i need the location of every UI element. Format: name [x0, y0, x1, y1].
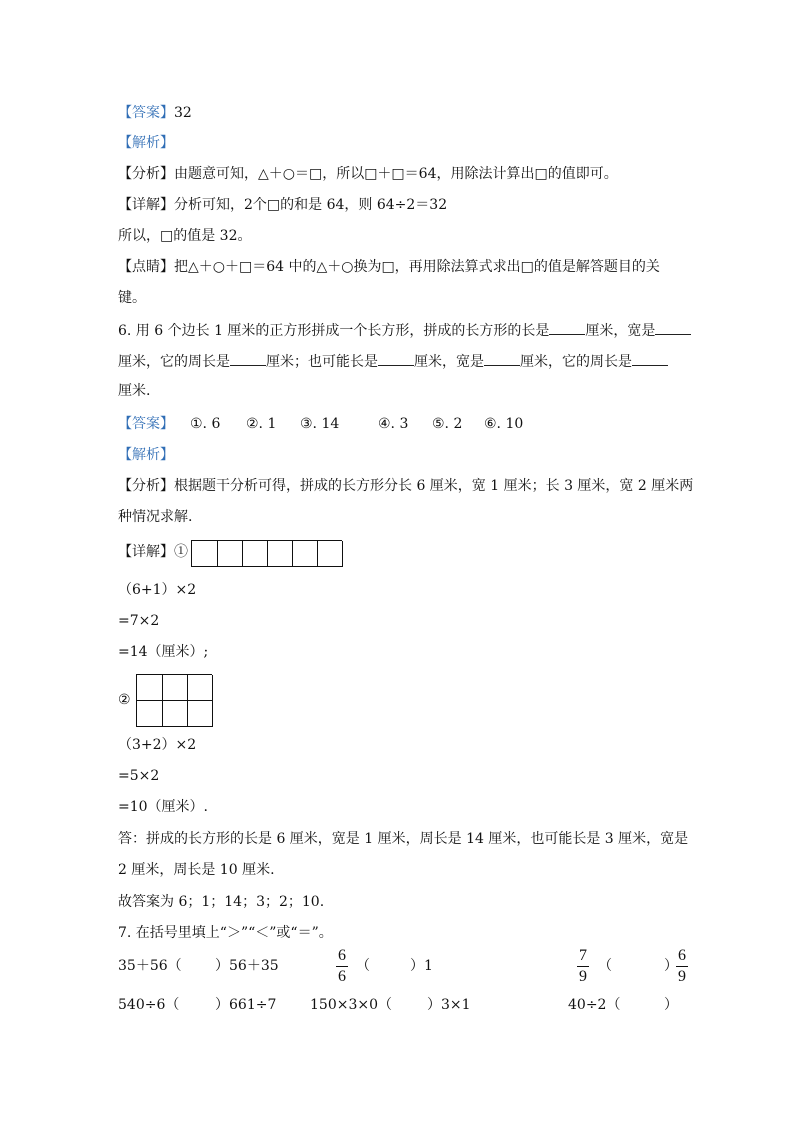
reply-line1: 答：拼成的长方形的长是 6 厘米，宽是 1 厘米，周长是 14 厘米，也可能长是 3 厘米，宽是 — [118, 831, 689, 847]
q6-text: 厘米，它的周长是 — [118, 354, 230, 370]
numerator: 6 — [338, 947, 346, 964]
q7-r1-c: （ — [356, 958, 370, 974]
q5-answer-line — [118, 104, 192, 122]
q6-answer-4: ④. 3 — [378, 416, 409, 432]
q6-question-line3: 厘米. — [118, 383, 151, 399]
q7-title: 7. 在括号里填上“＞”“＜”或“＝”。 — [118, 925, 333, 941]
q6-fenxi — [118, 477, 693, 495]
q6-answer-5: ⑤. 2 — [432, 416, 463, 432]
calc2-line2: =5×2 — [118, 768, 160, 784]
q6-answer-tag: 【答案】 — [118, 416, 174, 432]
q5-fenxi — [118, 165, 618, 183]
denominator: 6 — [338, 968, 346, 985]
fenxi-tag: 【分析】 — [118, 166, 174, 182]
q7-r1-e: （ — [598, 958, 612, 974]
xiangjie-tag: 【详解】 — [118, 544, 174, 560]
answer-value: 32 — [174, 105, 192, 121]
q6-question-line2 — [118, 351, 668, 371]
q6-text: 厘米，它的周长是 — [520, 354, 632, 370]
q7-r2-a: 540÷6（ — [118, 997, 180, 1013]
answer-tag: 【答案】 — [118, 105, 174, 121]
case-mark-1: ① — [174, 544, 188, 560]
q6-fenxi2: 种情况求解. — [118, 509, 193, 525]
q6-text: 厘米；也可能长是 — [266, 354, 378, 370]
fraction-bar — [577, 966, 589, 967]
q5-dianjing2: 键。 — [118, 290, 146, 306]
q6-analysis-tag: 【解析】 — [118, 447, 174, 463]
fraction-6-9 — [676, 948, 688, 985]
blank-3[interactable] — [230, 351, 266, 366]
xiangjie-text: 分析可知，2个□的和是 64，则 64÷2＝32 — [174, 197, 448, 213]
fenxi-tag: 【分析】 — [118, 478, 174, 494]
rectangle-6x1-diagram — [191, 540, 342, 567]
fraction-bar — [676, 966, 688, 967]
q5-line2: 所以，□的值是 32。 — [118, 228, 252, 244]
denominator: 9 — [579, 968, 587, 985]
blank-5[interactable] — [484, 351, 520, 366]
q7-r2-e: 40÷2（ — [568, 997, 621, 1013]
q6-question-line1 — [118, 320, 691, 340]
calc2-line3: =10（厘米）. — [118, 799, 208, 815]
calc2-line1: （3+2）×2 — [118, 737, 197, 753]
calc1-line1: （6+1）×2 — [118, 582, 197, 598]
fraction-6-6 — [336, 948, 348, 985]
rectangle-3x2-diagram — [136, 674, 212, 727]
analysis-tag: 【解析】 — [118, 135, 174, 151]
numerator: 6 — [678, 947, 686, 964]
case-mark-2: ② — [118, 692, 131, 708]
dianjing-tag: 【点睛】 — [118, 259, 174, 275]
fraction-7-9 — [577, 948, 589, 985]
q6-answer-6: ⑥. 10 — [484, 416, 524, 432]
q6-text: 厘米，宽是 — [585, 323, 656, 339]
q6-xiangjie — [118, 543, 188, 561]
blank-4[interactable] — [378, 351, 414, 366]
calc1-line3: =14（厘米）; — [118, 644, 209, 660]
final-answer: 故答案为 6；1；14；3；2；10. — [118, 894, 325, 910]
q7-r1-b: ）56＋35 — [215, 958, 279, 974]
q7-r2-d: ）3×1 — [427, 997, 471, 1013]
dianjing-text: 把△＋○＋□＝64 中的△＋○换为□，再用除法算式求出□的值是解答题目的关 — [174, 259, 660, 275]
q5-xiangjie — [118, 196, 447, 214]
q6-text: 6. 用 6 个边长 1 厘米的正方形拼成一个长方形，拼成的长方形的长是 — [118, 323, 550, 339]
q7-r1-a: 35＋56（ — [118, 958, 182, 974]
denominator: 9 — [678, 968, 686, 985]
q7-r1-d: ）1 — [410, 958, 433, 974]
fenxi-text: 根据题干分析可得，拼成的长方形分长 6 厘米，宽 1 厘米；长 3 厘米，宽 2 厘米两 — [174, 478, 694, 494]
q6-answer-2: ②. 1 — [246, 416, 277, 432]
fraction-bar — [336, 966, 348, 967]
q7-r1-f: ） — [664, 958, 678, 974]
q7-r2-c: 150×3×0（ — [310, 997, 392, 1013]
q6-text: 厘米，宽是 — [414, 354, 484, 370]
blank-1[interactable] — [549, 320, 585, 335]
xiangjie-tag: 【详解】 — [118, 197, 174, 213]
blank-2[interactable] — [655, 320, 691, 335]
q5-dianjing — [118, 258, 660, 276]
q7-r2-f: ） — [664, 997, 678, 1013]
reply-line2: 2 厘米，周长是 10 厘米. — [118, 862, 275, 878]
fenxi-text: 由题意可知，△＋○＝□，所以□＋□＝64，用除法计算出□的值即可。 — [174, 166, 618, 182]
q6-answer-1: ①. 6 — [190, 416, 221, 432]
calc1-line2: =7×2 — [118, 613, 160, 629]
blank-6[interactable] — [632, 351, 668, 366]
numerator: 7 — [579, 947, 587, 964]
q7-r2-b: ）661÷7 — [215, 997, 277, 1013]
q6-answer-3: ③. 14 — [300, 416, 340, 432]
